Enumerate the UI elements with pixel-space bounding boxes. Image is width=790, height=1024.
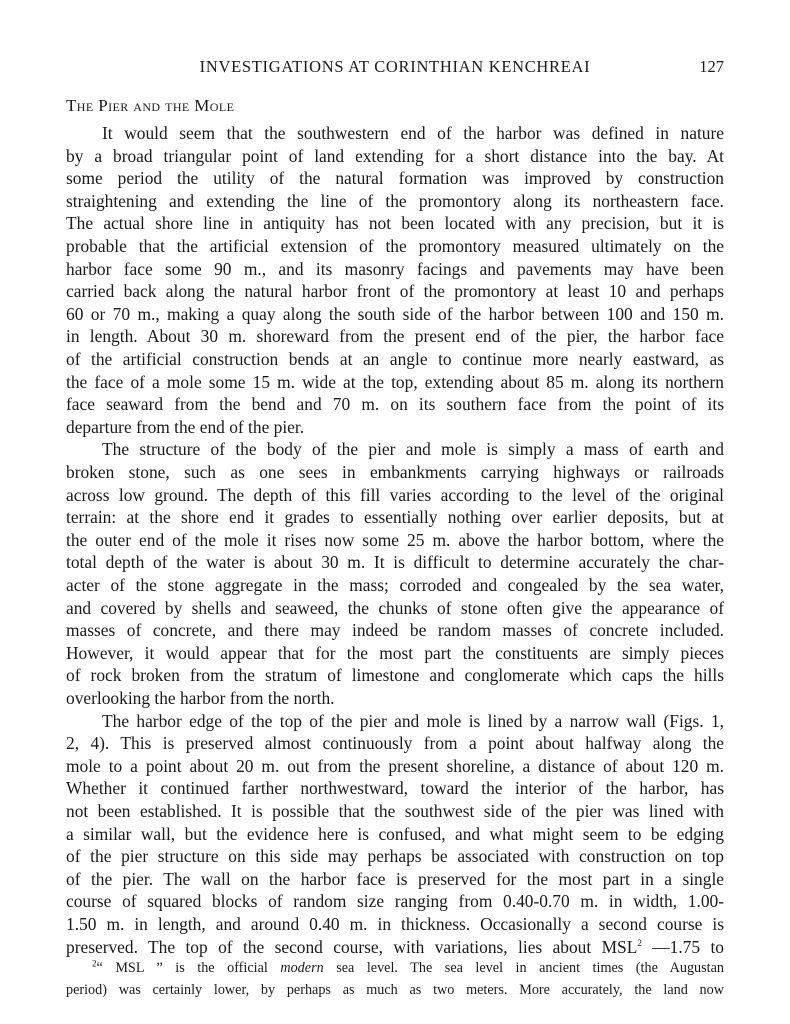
text-line: of the pier structure on this side may perhaps be associated with construction on top [66,846,724,866]
text-line: It would seem that the southwestern end of the harbor was defined in nature [102,123,724,143]
text-line: of rock broken from the stratum of limestone and conglomerate which caps the hills [66,665,724,685]
text-line: overlooking the harbor from the north. [66,688,335,708]
text-segment: —1.75 to [641,937,724,957]
footnote-ref-2[interactable]: 2 [637,938,642,949]
text-line: total depth of the water is about 30 m. It is difficult to determine accurately the char- [66,552,724,572]
text-segment: sea level. The sea level in ancient times (the Augustan [323,960,724,976]
text-line: terrain: at the shore end it grades to essentially nothing over earlier deposits, but at [66,507,724,527]
text-segment: preserved. The top of the second course, with variations, lies about MSL [66,937,638,957]
emphasis: modern [280,960,324,976]
text-line: carried back along the natural harbor front of the promontory at least 10 and perhaps [66,281,724,301]
text-line: 1.50 m. in length, and around 0.40 m. in thickness. Occasionally a second course is [66,914,724,934]
text-line: 60 or 70 m., making a quay along the south side of the harbor between 100 and 150 m. [66,304,724,324]
text-line: of the pier. The wall on the harbor face is preserved for the most part in a single [66,869,724,889]
text-line: However, it would appear that for the most part the constituents are simply pieces [66,643,724,663]
text-line: course of squared blocks of random size ranging from 0.40-0.70 m. in width, 1.00- [66,891,724,911]
text-line: The actual shore line in antiquity has not been located with any precision, but it is [66,213,724,233]
text-line: 2, 4). This is preserved almost continuously from a point about halfway along the [66,733,724,753]
page-number: 127 [699,57,724,76]
text-line: the outer end of the mole it rises now some 25 m. above the harbor bottom, where the [66,530,724,550]
text-line: the face of a mole some 15 m. wide at the top, extending about 85 m. along its northern [66,372,724,392]
text-line: departure from the end of the pier. [66,417,305,437]
text-line: The structure of the body of the pier and mole is simply a mass of earth and [102,439,724,459]
text-line: broken stone, such as one sees in embankments carrying highways or railroads [66,462,724,482]
text-line: acter of the stone aggregate in the mass; corroded and congealed by the sea water, [66,575,724,595]
text-line: across low ground. The depth of this fill varies according to the level of the original [66,485,724,505]
text-line: of the artificial construction bends at an angle to continue more nearly eastward, as [66,349,724,369]
text-line: masses of concrete, and there may indeed be random masses of concrete included. [66,620,724,640]
text-line: The harbor edge of the top of the pier and mole is lined by a narrow wall (Figs. 1, [102,711,724,731]
section-heading: The Pier and the Mole [66,96,235,115]
text-line: not been established. It is possible that the southwest side of the pier was lined with [66,801,724,821]
text-line: mole to a point about 20 m. out from the present shoreline, a distance of about 120 m. [66,756,724,776]
text-line: harbor face some 90 m., and its masonry facings and pavements may have been [66,259,724,279]
running-title: INVESTIGATIONS AT CORINTHIAN KENCHREAI [199,57,591,76]
text-line: straightening and extending the line of the promontory along its northeastern face. [66,191,724,211]
text-line: by a broad triangular point of land extending for a short distance into the bay. At [66,146,724,166]
text-line: and covered by shells and seaweed, the chunks of stone often give the appearance of [66,598,724,618]
text-line-with-footnote-ref [66,936,724,958]
footnote-marker: 2 [92,958,97,969]
running-head [66,57,724,81]
text-line: face seaward from the bend and 70 m. on its southern face from the point of its [66,394,724,414]
text-line: some period the utility of the natural formation was improved by construction [66,168,724,188]
text-line: in length. About 30 m. shoreward from the present end of the pier, the harbor face [66,326,724,346]
footnote-line: period) was certainly lower, by perhaps as much as two meters. More accurately, the land now [66,982,724,998]
text-segment: “ MSL ” is the official [96,960,281,976]
text-line: Whether it continued farther northwestward, toward the interior of the harbor, has [66,778,724,798]
text-line: a similar wall, but the evidence here is confused, and what might seem to be edging [66,824,724,844]
footnote-line [92,958,724,978]
text-line: probable that the artificial extension of the promontory measured ultimately on the [66,236,724,256]
